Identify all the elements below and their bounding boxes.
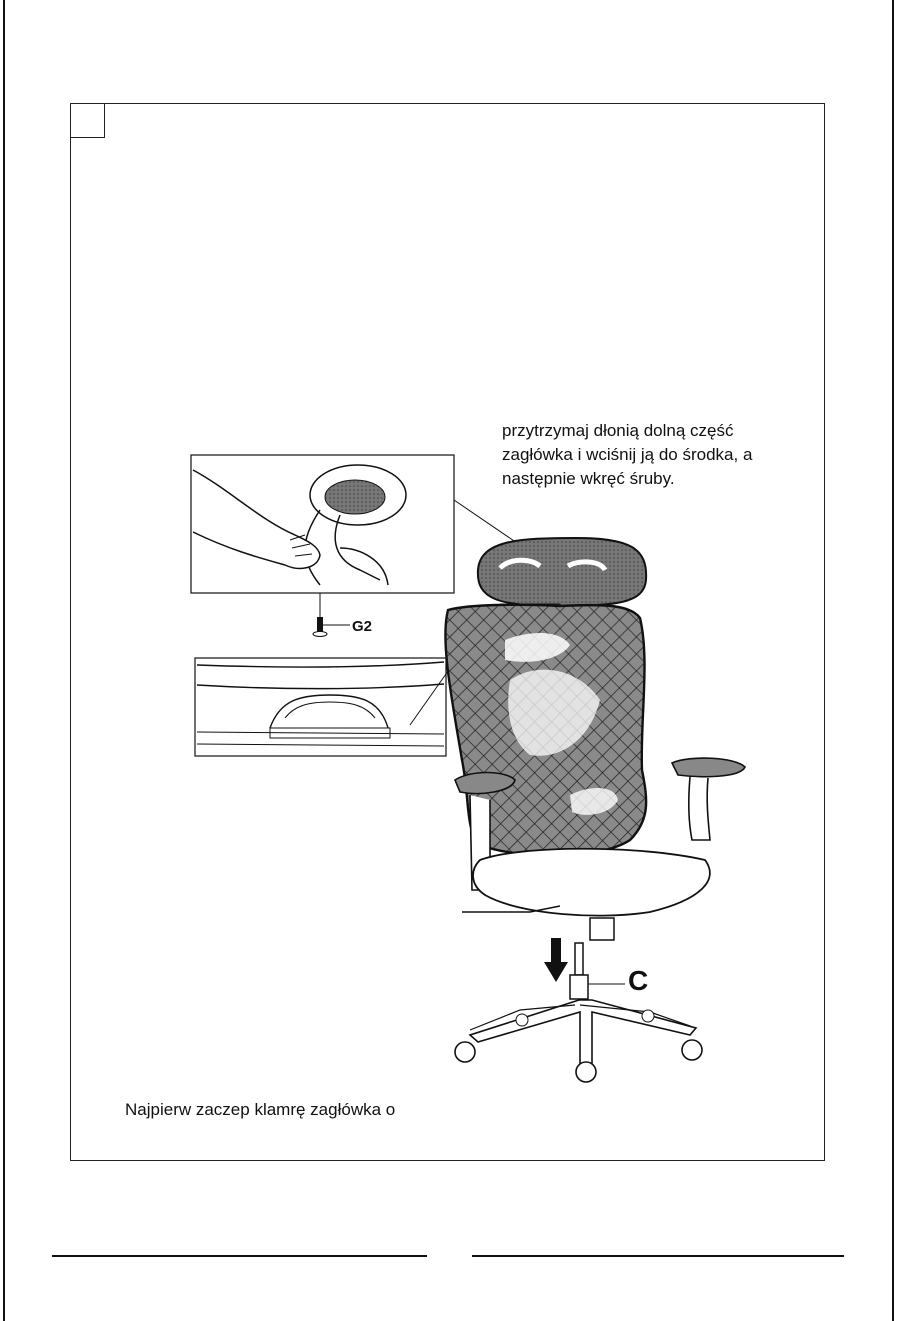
instruction-caption-top: [502, 419, 752, 491]
part-label-g2: G2: [352, 618, 373, 635]
footer-rule-left: [52, 1255, 427, 1257]
detail-headrest-hand: [191, 455, 520, 593]
caption-line: zagłówka i wciśnij ją do środka, a: [502, 445, 753, 464]
instruction-caption-bottom: Najpierw zaczep klamrę zagłówka o: [125, 1100, 396, 1119]
footer-rule-right: [472, 1255, 844, 1257]
detail-headrest-clip: [195, 640, 470, 756]
office-chair: [445, 538, 745, 1082]
part-label-c: C: [628, 965, 649, 996]
caption-line: następnie wkręć śruby.: [502, 469, 675, 488]
caption-line: przytrzymaj dłonią dolną część: [502, 421, 734, 440]
screw-g2: [313, 593, 350, 637]
